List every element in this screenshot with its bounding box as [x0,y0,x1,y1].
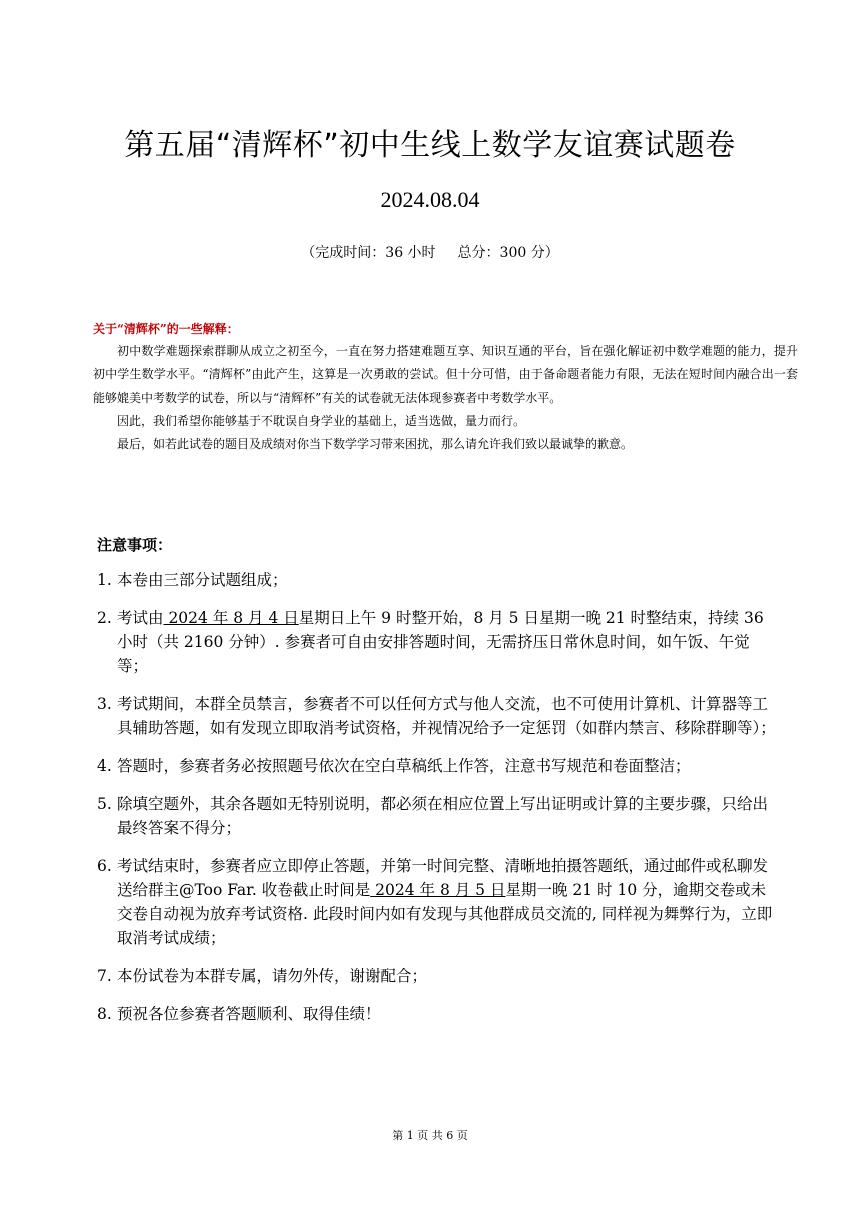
intro-heading: 关于“清辉杯”的一些解释： [93,322,239,336]
exam-date: 2024.08.04 [380,187,480,212]
intro-paragraph: 初中数学难题探索群聊从成立之初至今，一直在努力搭建难题互享、知识互通的平台，旨在强化解证初中数学难题的能力，提升初中学生数学水平。“清辉杯”由此产生，这算是一次勇敢的尝试。但十分可惜，由于备命题者能力有限，无法在短时间内融合出一套能够媲美中考数学的试卷，所以与“清辉杯”有关的试卷就无法体现参赛者中考数学水平。 [93,344,798,405]
note-text: 本份试卷为本群专属，请勿外传，谢谢配合； [117,967,428,985]
note-number: 7. [97,967,112,985]
page-title: 第五届“清辉杯”初中生线上数学友谊赛试题卷 [124,128,736,163]
note-number: 1. [97,571,112,589]
note-item [97,568,780,592]
note-item [97,792,780,840]
notes-heading: 注意事项： [97,536,173,554]
note-text: 除填空题外，其余各题如无特别说明，都必须在相应位置上写出证明或计算的主要步骤，只给出最终答案不得分； [117,795,769,837]
start-date-underlined: 2024 年 8 月 4 日 [163,609,299,627]
note-text: 考试期间，本群全员禁言，参赛者不可以任何方式与他人交流，也不可使用计算机、计算器等工具辅助答题，如有发现立即取消考试资格，并视情况给予一定惩罚（如群内禁言、移除群聊等）； [117,695,776,737]
note-text: 考试结束时，参赛者应立即停止答题，并第一时间完整、清晰地拍摄答题纸，通过邮件或私聊发送给群主@Too Far. 收卷截止时间是 [117,857,769,899]
page-footer: 第 1 页 共 6 页 [392,1129,468,1142]
note-text: 考试由 [117,609,164,627]
intro-section [93,340,798,456]
total-score: 总分：300 分） [457,245,559,261]
time-limit: （完成时间：36 小时 [301,245,436,261]
note-number: 8. [97,1005,112,1023]
note-number: 3. [97,695,112,713]
note-text: 答题时，参赛者务必按照题号依次在空白草稿纸上作答，注意书写规范和卷面整洁； [117,757,691,775]
note-text: 星期日上午 9 时整开始，8 月 5 日星期一晚 21 时整结束，持续 36 小时（共 2160 分钟）. 参赛者可自由安排答题时间，无需挤压日常休息时间，如午饭、午觉等； [117,609,764,675]
intro-paragraph: 因此，我们希望你能够基于不耽误自身学业的基础上，适当选做，量力而行。 [117,413,526,428]
note-text: 星期一晚 21 时 10 分，逾期交卷或未交卷自动视为放弃考试资格. 此段时间内如有发现与其他群成员交流的, 同样视为舞弊行为，立即取消考试成绩； [117,881,773,947]
note-item [97,754,780,778]
note-number: 4. [97,757,112,775]
note-number: 6. [97,857,112,875]
exam-meta [0,241,860,265]
intro-paragraph: 最后，如若此试卷的题目及成绩对你当下数学学习带来困扰，那么请允许我们致以最诚挚的歉意。 [117,437,634,452]
note-text: 预祝各位参赛者答题顺利、取得佳绩！ [117,1005,381,1023]
deadline-date-underlined: 2024 年 8 月 5 日 [370,881,506,899]
note-item [97,692,780,740]
note-number: 2. [97,609,112,627]
note-item [97,1002,780,1026]
note-number: 5. [97,795,112,813]
notes-list [97,568,780,1040]
note-item [97,964,780,988]
note-item [97,854,780,950]
note-item [97,606,780,678]
note-text: 本卷由三部分试题组成； [117,571,288,589]
